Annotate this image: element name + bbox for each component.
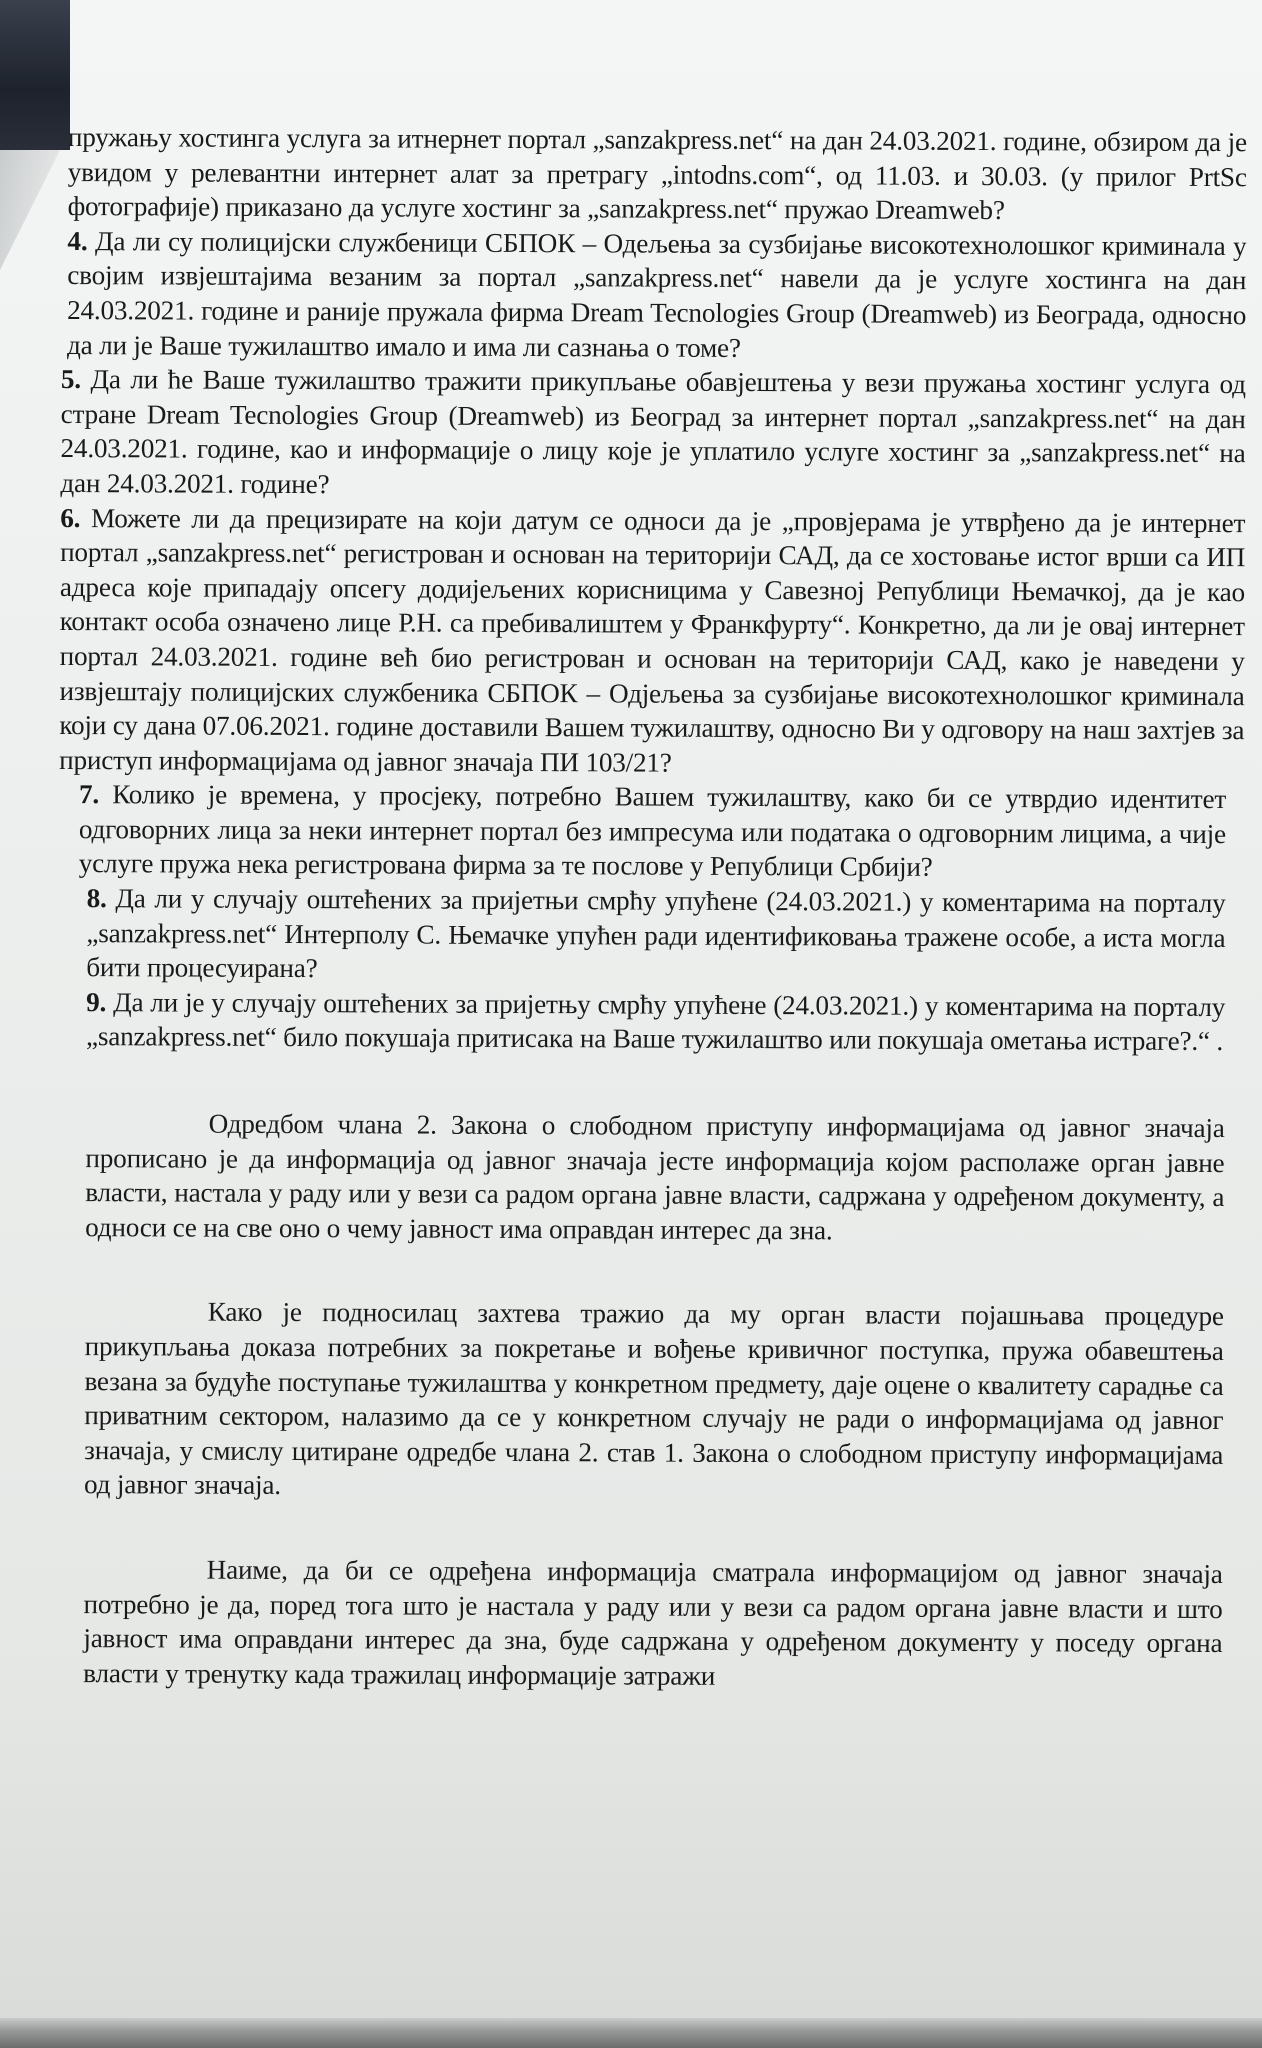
- question-number: 7.: [78, 779, 100, 810]
- question-item: [61, 224, 1247, 368]
- question-item: [60, 362, 1246, 506]
- question-item: [58, 881, 1243, 990]
- body-paragraph: Наиме, да би се одређена информација сматрала информацијом од јавног значаја потребно је да, поред тога што је настала у раду или у вези са радом органа јавне власти и што јавност има оправдани интерес да зна, буде садржана у одређеном документу у поседу органа власти у тренутку када тражилац информације затражи: [83, 1554, 1223, 1691]
- question-number: 4.: [67, 225, 88, 256]
- page-fold-shadow: [0, 150, 60, 270]
- question-number: 8.: [86, 883, 107, 914]
- question-item: [59, 501, 1245, 783]
- question-number: 9.: [86, 986, 107, 1018]
- body-paragraph: Одредбом члана 2. Закона о слободном приступу информацијама од јавног значаја прописано је да информација од јавног значаја јесте информација којом располаже орган јавне власти, настала у раду или у вези са радом органа јавне власти, садржана у одређеном документу, а односи се на све оно о чему јавност има оправдан интерес да зна.: [85, 1108, 1225, 1246]
- question-text: Колико је времена, у просјеку, потребно Вашем тужилаштву, како би се утврдио идентитет одговорних лица за неки интернет портал без импресума или података о одговорним лицима, а чије услуге пружа нека регистрована фирма за те послове у Републици Србији?: [78, 779, 1227, 883]
- question-item: [58, 985, 1243, 1059]
- question-text: Да ли су полицијски службеници СБПОК – Одељења за сузбијање високотехнолошког криминала у својим извјештајима везаним за портал „sanzakpress.net“ навели да је услуге хостинга на дан 24.03.2021. године и раније пружала фирма Dream Tecnologies Group (Dreamweb) из Београда, односно да ли је Ваше тужилаштво имало и има ли сазнања о томе?: [66, 225, 1247, 363]
- question-number: 5.: [60, 364, 81, 395]
- background-surface: [0, 0, 70, 150]
- question-text: Да ли ће Ваше тужилаштво тражити прикупљање обавјештења у вези пружања хостинг услуга од стране Dream Tecnologies Group (Dreamweb) из Београд за интернет портал „sanzakpress.net“ на дан 24.03.2021. године, као и информације о лицу које је уплатило услуге хостинг за „sanzakpress.net“ на дан 24.03.2021. године?: [60, 364, 1246, 500]
- body-paragraph: Како је подносилац захтева тражио да му орган власти појашњава процедуре прикупљања доказа потребних за покретање и вођење кривичног поступка, пружа обавештења везана за будуће поступање тужилаштва у конкретном предмету, даје оцене о квалитету сарадње са приватним сектором, налазимо да се у конкретном случају не ради о информацијама од јавног значаја, у смислу цитиране одредбе члана 2. став 1. Закона о слободном приступу информацијама од јавног значаја.: [83, 1297, 1224, 1501]
- page-bottom-edge: [0, 2018, 1262, 2048]
- continuation-text: пружању хостинга услуга за итнернет портал „sanzakpress.net“ на дан 24.03.2021. године, обзиром да је увидом у релевантни интернет алат за претрагу „intodns.com“, од 11.03. и 30.03. (у прилог PrtSc фотографије) приказано да услуге хостинг за „sanzakpress.net“ пружао Dreamweb?: [67, 122, 1247, 226]
- question-number: 6.: [60, 502, 81, 533]
- question-item: [59, 777, 1244, 886]
- question-text: Да ли у случају оштећених за пријетњи смрћу упућене (24.03.2021.) у коментарима на порталу „sanzakpress.net“ Интерполу С. Њемачке упућен ради идентификовања тражене особе, а иста могла бити процесуирана?: [86, 883, 1226, 984]
- question-text: Можете ли да прецизирате на који датум се односи да је „провјерама је утврђено да је интернет портал „sanzakpress.net“ регистрован и основан на територији САД, да се хостовање истог врши са ИП адреса које припадају опсегу додијељених корисницима у Савезној Републици Њемачкој, да је као контакт особа означено лице Р.Н. са пребивалиштем у Франкфурту“. Конкретно, да ли је овај интернет портал 24.03.2021. године већ био регистрован и основан на територији САД, како је наведени у извјештају полицијских службеника СБПОК – Одјељења за сузбијање високотехнолошког криминала који су дана 07.06.2021. године доставили Вашем тужилаштву, односно Ви у одговору на наш захтјев за приступ информацијама од јавног значаја ПИ 103/21?: [59, 502, 1246, 778]
- document-body: [55, 120, 1247, 1695]
- question-text: Да ли је у случају оштећених за пријетњу смрћу упућене (24.03.2021.) у коментарима на порталу „sanzakpress.net“ било покушаја притисака на Ваше тужилаштво или покушаја ометања истраге?.“ .: [85, 987, 1226, 1057]
